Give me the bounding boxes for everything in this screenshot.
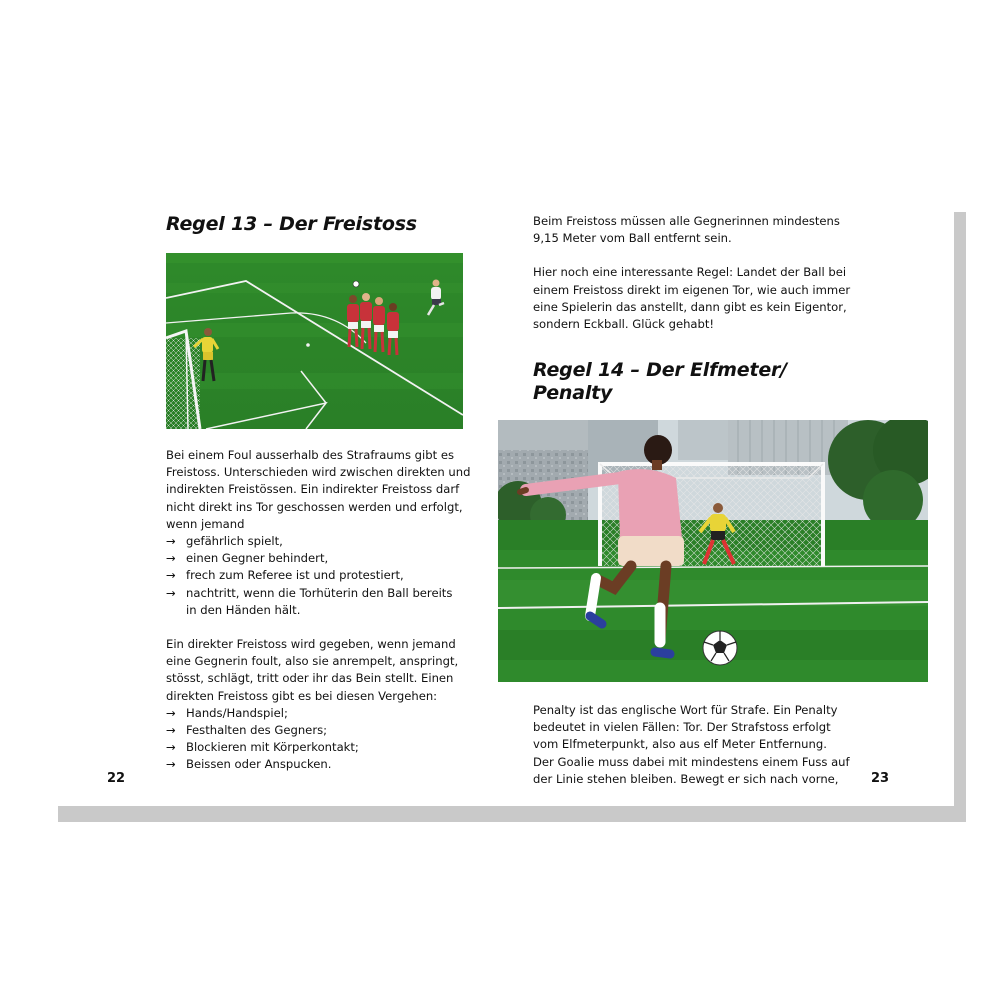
illustration-free-kick	[166, 253, 463, 429]
football	[353, 281, 359, 287]
heading-regel-14	[533, 359, 787, 405]
list-item-text: Hands/Handspiel;	[186, 705, 288, 720]
list-item	[166, 550, 476, 567]
para-line: bedeutet in vielen Fällen: Tor. Der Strafstoss erfolgt	[533, 720, 831, 735]
list-item	[166, 705, 476, 722]
penalty-scene	[498, 420, 928, 682]
list-item-continuation	[166, 602, 476, 619]
arrow-right-icon: →	[166, 534, 176, 549]
intro-line: nicht direkt ins Tor geschossen werden und erfolgt,	[166, 499, 463, 514]
arrow-right-icon: →	[166, 723, 176, 738]
arrow-right-icon: →	[166, 740, 176, 755]
left-body-text	[166, 447, 476, 774]
para-line: vom Elfmeterpunkt, also aus elf Meter Entfernung.	[533, 737, 827, 752]
para-line: eine Spielerin das anstellt, dann gibt es kein Eigentor,	[533, 299, 847, 314]
heading-regel-13: Regel 13 – Der Freistoss	[166, 213, 417, 235]
para2-line: direkten Freistoss gibt es bei diesen Vergehen:	[166, 688, 438, 703]
list-item	[166, 756, 476, 773]
list-item-text: gefährlich spielt,	[186, 534, 283, 549]
list-item-text: einen Gegner behindert,	[186, 551, 329, 566]
list-item	[166, 739, 476, 756]
page-number-right: 23	[871, 771, 890, 786]
list-item-text: frech zum Referee ist und protestiert,	[186, 568, 404, 583]
para-line: einem Freistoss direkt im eigenen Tor, wie auch immer	[533, 282, 851, 297]
arrow-right-icon: →	[166, 585, 176, 600]
arrow-right-icon: →	[166, 705, 176, 720]
para-line: der Linie stehen bleiben. Bewegt er sich nach vorne,	[533, 771, 839, 786]
para-line: sondern Eckball. Glück gehabt!	[533, 317, 715, 332]
heading-line: Penalty	[533, 382, 613, 404]
para2-line: eine Gegnerin foult, also sie anrempelt, anspringt,	[166, 654, 459, 669]
list-item-text: Festhalten des Gegners;	[186, 723, 328, 738]
list-item-text: Blockieren mit Körperkontakt;	[186, 740, 359, 755]
football	[703, 631, 737, 665]
list-item-text: in den Händen hält.	[186, 602, 301, 617]
arrow-right-icon: →	[166, 757, 176, 772]
heading-line: Regel 14 – Der Elfmeter/	[533, 359, 787, 381]
para2-line: stösst, schlägt, tritt oder ihr das Bein stellt. Einen	[166, 671, 454, 686]
list-item	[166, 722, 476, 739]
right-body-text-bottom	[533, 702, 853, 788]
indirect-free-kick-list	[166, 533, 476, 619]
para-line: Hier noch eine interessante Regel: Landet der Ball bei	[533, 265, 847, 280]
para-line: 9,15 Meter vom Ball entfernt sein.	[533, 231, 732, 246]
para-line: Der Goalie muss dabei mit mindestens einem Fuss auf	[533, 754, 850, 769]
list-item	[166, 567, 476, 584]
list-item	[166, 533, 476, 550]
arrow-right-icon: →	[166, 568, 176, 583]
arrow-right-icon: →	[166, 551, 176, 566]
intro-line: Bei einem Foul ausserhalb des Strafraums gibt es	[166, 448, 455, 462]
para2-line: Ein direkter Freistoss wird gegeben, wenn jemand	[166, 637, 456, 652]
intro-line: indirekten Freistössen. Ein indirekter Freistoss darf	[166, 482, 460, 497]
list-item-text: Beissen oder Anspucken.	[186, 757, 332, 772]
intro-line: Freistoss. Unterschieden wird zwischen direkten und	[166, 465, 471, 480]
list-item	[166, 585, 476, 602]
list-item-text: nachtritt, wenn die Torhüterin den Ball bereits	[186, 585, 453, 600]
para-line: Beim Freistoss müssen alle Gegnerinnen mindestens	[533, 214, 840, 228]
para-line: Penalty ist das englische Wort für Strafe. Ein Penalty	[533, 703, 838, 717]
direct-free-kick-list	[166, 705, 476, 774]
illustration-penalty	[498, 420, 928, 682]
page-number-left: 22	[107, 771, 126, 786]
right-body-text-top	[533, 213, 853, 333]
intro-line: wenn jemand	[166, 516, 245, 531]
free-kick-scene	[166, 253, 463, 429]
